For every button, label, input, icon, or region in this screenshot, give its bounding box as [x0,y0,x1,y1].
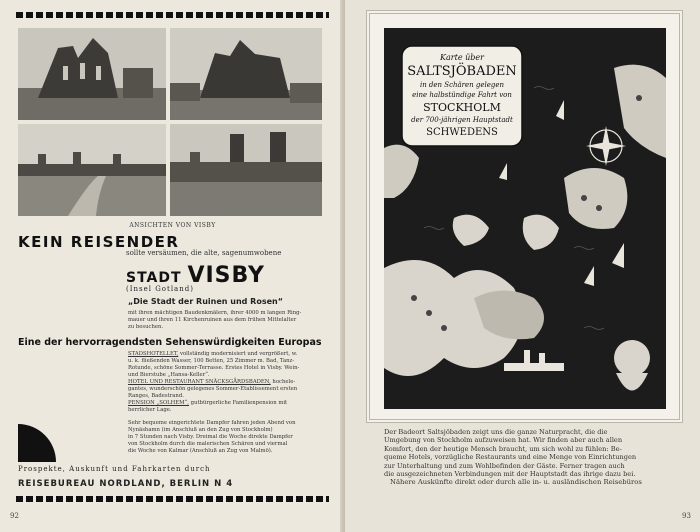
hotel2-desc: gantes, wunderschön gelegenes Sommer-Etablissement ersten [128,386,298,392]
ship-info [128,420,328,455]
ruinen-tagline: „Die Stadt der Ruinen und Rosen“ [128,297,283,306]
ruinen-desc-line: zu besuchen. [128,324,164,330]
ship-line: in 7 Stunden nach Visby. Dreimal die Woche direkte Dampfer [128,434,293,440]
hotel1-desc: vollständig modernisiert und vergrößert, w. [179,351,298,357]
photo-city-wall-2 [170,124,322,216]
hotel2-name: HOTEL UND RESTAURANT SNÄCKSGÅRDSBADEN, [128,379,271,385]
decorative-border-top [16,12,329,18]
ship-line: von Stockholm durch die malerischen Schären und viermal [128,441,288,447]
pension-desc: gutbürgerliche Familienpension mit [190,400,288,406]
description-line: Der Badeort Saltsjöbaden zeigt uns die ganze Naturpracht, die die [384,428,608,436]
photo-city-wall-1 [18,124,166,216]
photo-ruins-1 [18,28,166,120]
description-line: zur Unterhaltung und zum Wohlbefinden der Gäste. Ferner tragen auch [384,461,625,470]
ruinen-desc-line: mauer und ihren 11 Kirchenruinen aus dem frühen Mittelalter [128,317,297,323]
saltsjobaden-description [384,428,669,478]
ship-line: die Woche von Kalmar (Anschluß an Zug von Malmö). [128,448,273,454]
map-title-line: Karte über [440,53,484,62]
hotel1-name: STADSHOTELLET, [128,351,179,357]
hotel2-desc: hochele- [272,379,296,385]
stadt-label: STADT [126,270,182,286]
headline-kein-reisender: KEIN REISENDER [18,233,180,251]
corner-ornament-icon [18,424,60,462]
map-title-line: eine halbstündige Fahrt von [412,91,512,99]
map-title-stockholm: STOCKHOLM [423,101,501,114]
hotel1-desc: u. k. fließenden Wasser, 100 Betten, 25 Zimmer m. Bad, Tanz- [128,358,295,364]
saltsjobaden-map [384,28,666,409]
photo-ruins-2 [170,28,322,120]
pension-name: PENSION „SOLHEM“, [128,400,189,406]
hotels-listing [128,351,328,414]
pension-desc: herrlicher Lage. [128,407,172,413]
description-line: Umgebung von Stockholm aufzuweisen hat. Wir finden aber auch allen [384,436,623,445]
description-line: die ausgezeichneten Verbindungen mit der Hauptstadt das ihrige dazu bei. [384,470,636,479]
visby-label: VISBY [187,263,265,288]
ship-line: Sehr bequeme eingerichtete Dampfer fahren jeden Abend von [128,420,296,426]
hotel1-desc: und Bierstube „Hansa-Keller“. [128,372,210,378]
decorative-border-bottom [16,496,329,502]
ruinen-desc-line: mit ihren mächtigen Baudenkmälern, ihrer 4000 m langen Ring- [128,310,302,316]
left-page [0,0,345,532]
ship-line: Nynäshamn (im Anschluß an den Zug von Stockholm) [128,427,273,433]
line-sollte: sollte versäumen, die alte, sagenumwobene [126,249,282,257]
reisebureau-line: REISEBUREAU NORDLAND, BERLIN N 4 [18,479,234,489]
map-title-schwedens: SCHWEDENS [426,127,498,138]
hotel1-desc: Rotunde, schöne Sommer-Terrasse. Erstes Hotel in Visby. Wein- [128,365,300,371]
description-line: queme Hotels, vorzügliche Restaurants und eine Menge von Einrichtungen [384,453,637,462]
ruinen-description [128,310,301,331]
europas-heading: Eine der hervorragendsten Sehenswürdigkeiten Europas [18,337,322,348]
map-title-line: der 700-jährigen Hauptstadt [411,116,513,124]
description-line: Komfort, den der heutige Mensch braucht, um sich wohl zu fühlen: Be- [384,444,622,453]
page-number-right: 93 [682,512,691,520]
page-number-left: 92 [10,512,19,520]
naehere-auskuenfte: Nähere Auskünfte direkt oder durch alle in- u. ausländischen Reisebüros [390,478,642,486]
map-title-line: in den Schären gelegen [419,81,505,89]
map-title-main: SALTSJÖBADEN [407,64,517,79]
hotel2-desc: Ranges, Badestrand. [128,393,184,399]
photo-caption: ANSICHTEN VON VISBY [129,222,216,229]
insel-gotland: (Insel Gotland) [126,285,194,293]
prospekte-line: Prospekte, Auskunft und Fahrkarten durch [18,465,211,473]
